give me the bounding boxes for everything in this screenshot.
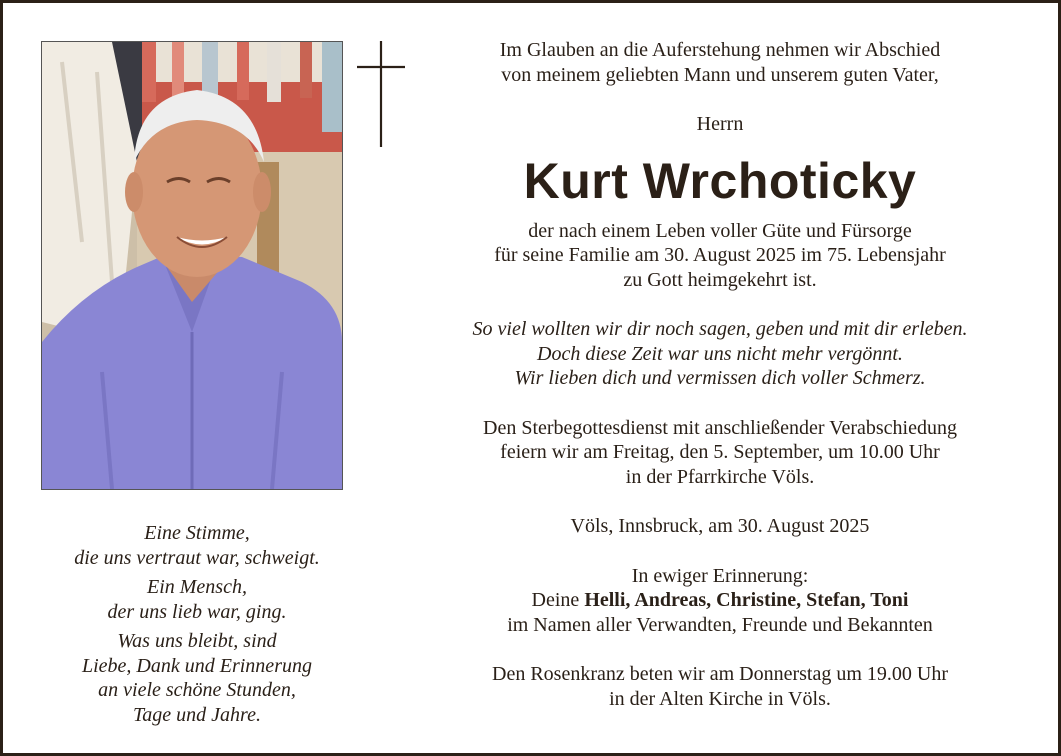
poem-line: Liebe, Dank und Erinnerung	[82, 654, 312, 677]
poem-line: Ein Mensch,	[147, 576, 247, 598]
quote-line: Wir lieben dich und vermissen dich voller Schmerz.	[514, 367, 926, 389]
service-line: Den Sterbegottesdienst mit anschließender Verabschiedung	[483, 416, 957, 439]
cross-icon	[357, 41, 405, 147]
announcement-line: zu Gott heimgekehrt ist.	[623, 268, 817, 291]
memory-intro: In ewiger Erinnerung:	[631, 564, 809, 587]
salutation: Herrn	[696, 113, 744, 135]
poem-stanza	[23, 629, 371, 727]
place-date: Völs, Innsbruck, am 30. August 2025	[570, 515, 870, 537]
service-line: feiern wir am Freitag, den 5. September, um 10.00 Uhr	[500, 441, 940, 463]
announcement-line: für seine Familie am 30. August 2025 im 75. Lebensjahr	[494, 244, 946, 266]
poem-stanza	[23, 575, 371, 624]
poem-line: Tage und Jahre.	[133, 703, 261, 726]
intro-line: von meinem geliebten Mann und unserem guten Vater,	[501, 63, 939, 86]
service-line: in der Pfarrkirche Völs.	[625, 465, 815, 488]
intro-line: Im Glauben an die Auferstehung nehmen wir Abschied	[499, 39, 941, 61]
poem-line: die uns vertraut war, schweigt.	[74, 546, 320, 569]
obituary-text	[413, 38, 1027, 711]
poem-line: Eine Stimme,	[144, 522, 250, 544]
rosary-line: Den Rosenkranz beten wir am Donnerstag um 19.00 Uhr	[492, 663, 948, 685]
poem-line: Was uns bleibt, sind	[117, 630, 277, 652]
poem-stanza	[23, 521, 371, 570]
family-line: im Namen aller Verwandten, Freunde und Bekannten	[507, 613, 933, 636]
announcement-line: der nach einem Leben voller Güte und Fürsorge	[528, 219, 912, 242]
family-prefix: Deine	[531, 589, 585, 611]
memorial-poem	[23, 521, 371, 732]
quote-line: Doch diese Zeit war uns nicht mehr vergönnt.	[537, 342, 903, 365]
rosary-line: in der Alten Kirche in Völs.	[609, 687, 831, 710]
portrait-illustration	[42, 42, 342, 489]
poem-line: der uns lieb war, ging.	[107, 600, 287, 623]
deceased-name: Kurt Wrchoticky	[523, 152, 917, 209]
family-line	[413, 588, 1027, 613]
family-names: Helli, Andreas, Christine, Stefan, Toni	[584, 589, 909, 611]
portrait-photo	[41, 41, 343, 490]
poem-line: an viele schöne Stunden,	[98, 679, 296, 701]
quote-line: So viel wollten wir dir noch sagen, geben und mit dir erleben.	[472, 318, 968, 340]
